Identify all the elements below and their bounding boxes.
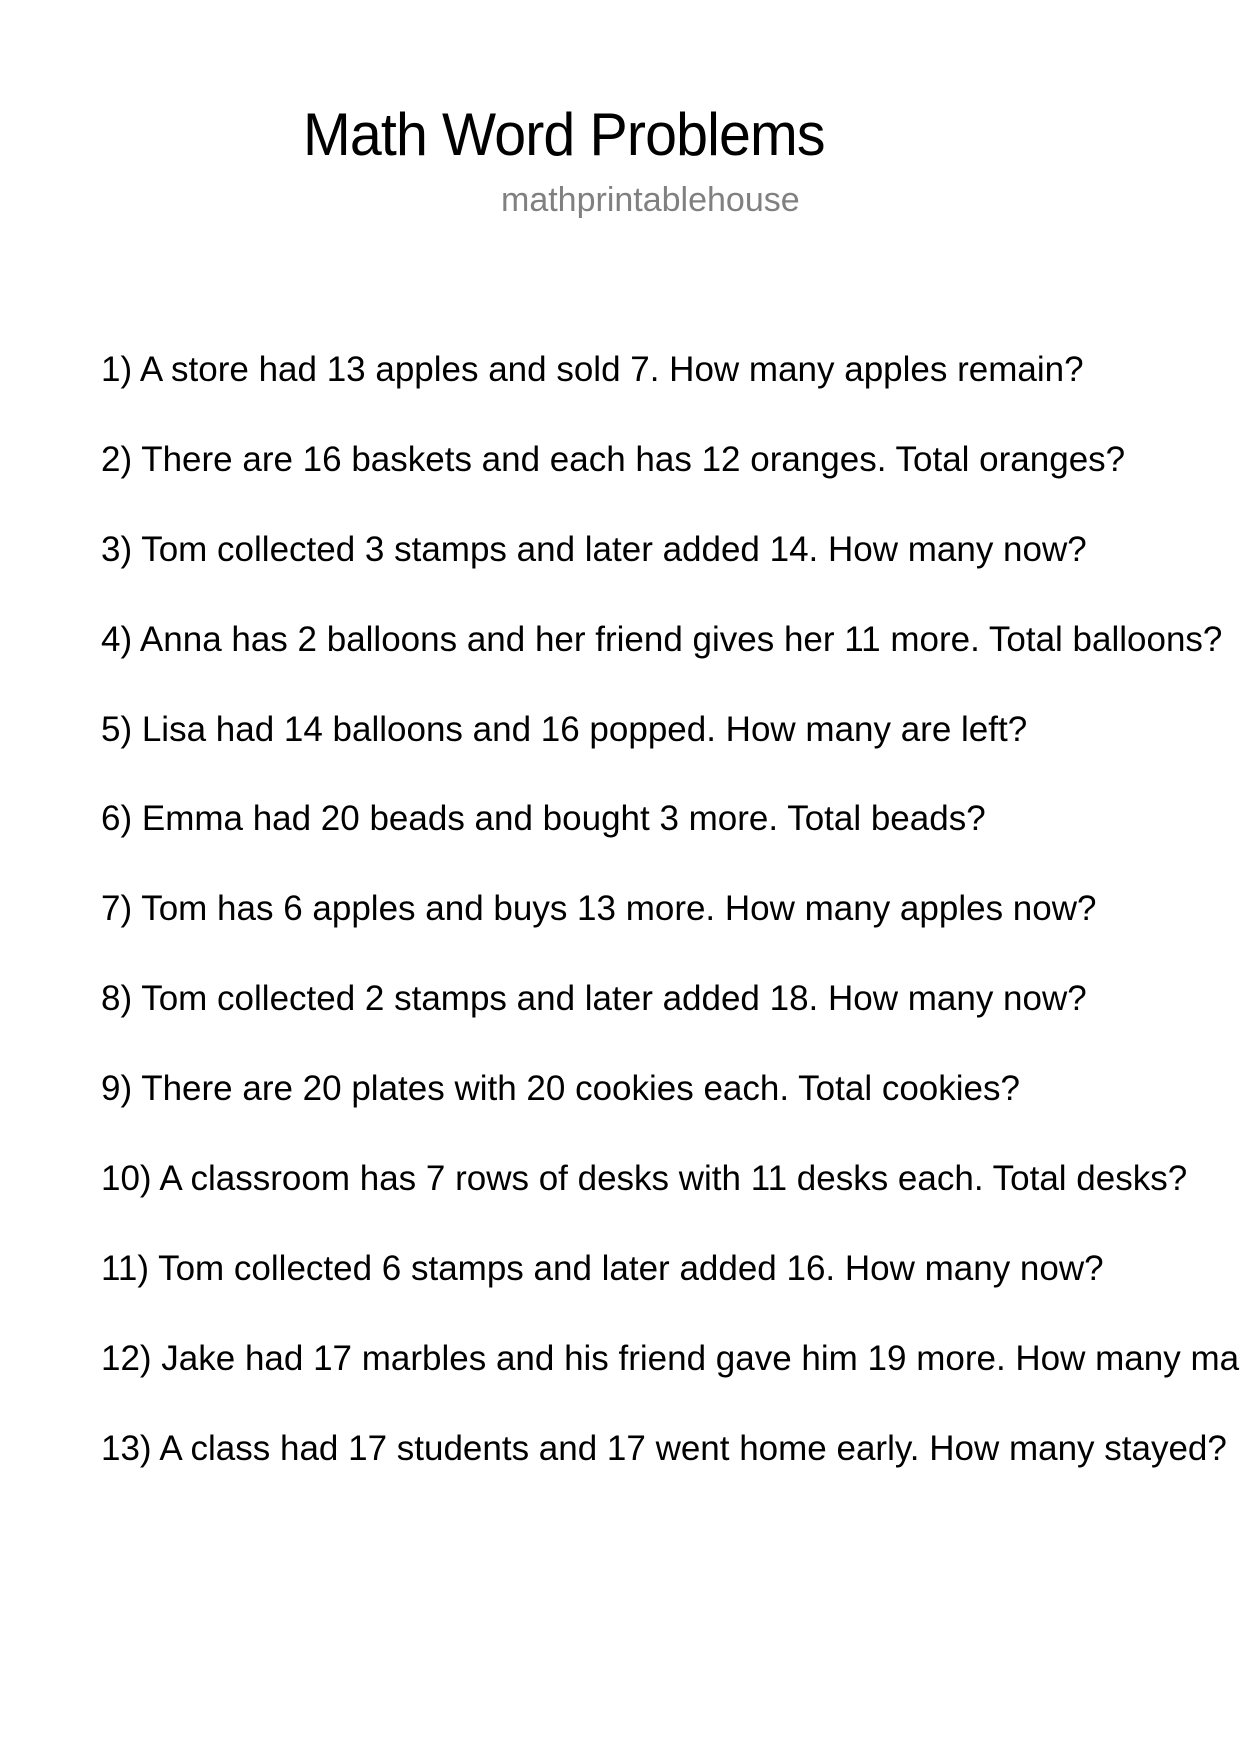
problem-item-3: 3) Tom collected 3 stamps and later added 14. How many now? [101,529,1087,569]
problem-item-5: 5) Lisa had 14 balloons and 16 popped. How many are left? [101,709,1028,749]
page-title: Math Word Problems [303,101,825,168]
problem-item-9: 9) There are 20 plates with 20 cookies each. Total cookies? [101,1069,1020,1109]
publisher-subtitle: mathprintablehouse [501,181,800,219]
problem-item-2: 2) There are 16 baskets and each has 12 oranges. Total oranges? [101,439,1126,479]
problem-item-4: 4) Anna has 2 balloons and her friend gives her 11 more. Total balloons? [101,619,1223,659]
problem-item-6: 6) Emma had 20 beads and bought 3 more. Total beads? [101,799,986,839]
problem-item-1: 1) A store had 13 apples and sold 7. How many apples remain? [101,350,1084,389]
problem-item-7: 7) Tom has 6 apples and buys 13 more. How many apples now? [101,889,1097,929]
problem-list [101,350,1240,1519]
problem-item-12: 12) Jake had 17 marbles and his friend gave him 19 more. How many ma [101,1338,1240,1378]
problem-item-13: 13) A class had 17 students and 17 went home early. How many stayed? [101,1428,1227,1468]
problem-item-8: 8) Tom collected 2 stamps and later added 18. How many now? [101,979,1087,1019]
problem-item-11: 11) Tom collected 6 stamps and later added 16. How many now? [101,1248,1104,1288]
problem-item-10: 10) A classroom has 7 rows of desks with 11 desks each. Total desks? [101,1159,1188,1199]
